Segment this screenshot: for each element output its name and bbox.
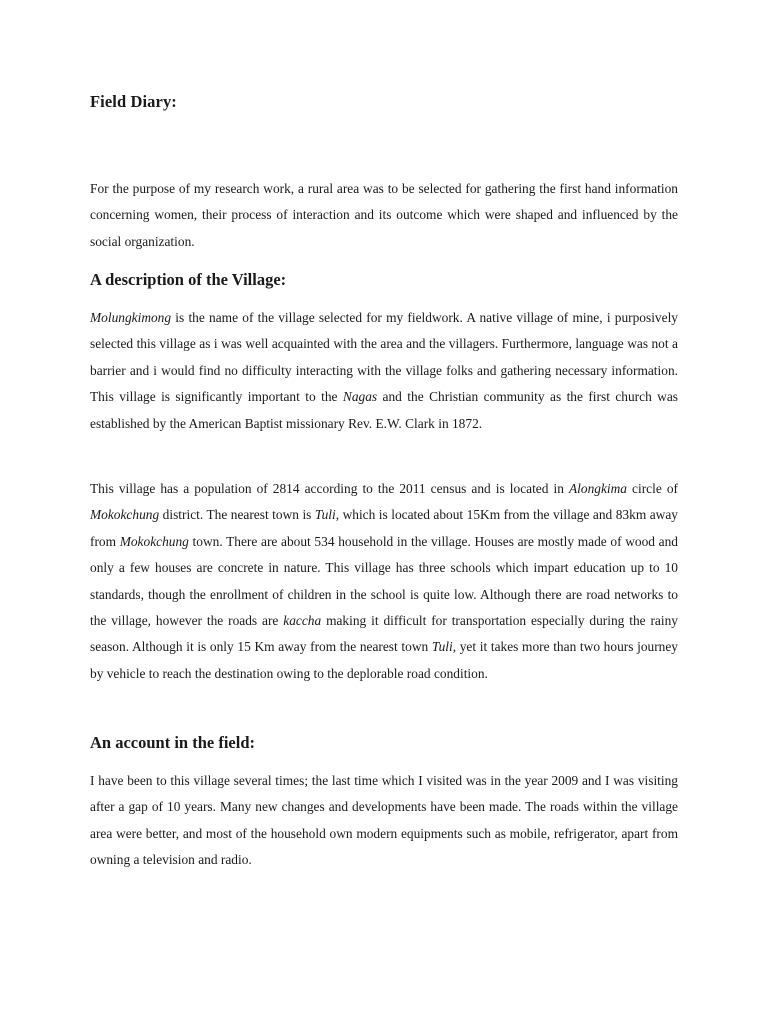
place-mokokchung: Mokokchung: [90, 507, 160, 523]
place-mokokchung: Mokokchung: [119, 533, 189, 549]
village-details-paragraph: This village has a population of 2814 according to the 2011 census and is located in Alongkima circle of Mokokchung district. The nearest town is Tuli, which is located about 15Km from the village and 83km away from Mokokchung town. There are about 534 household in the village. Houses are mostly made of wood and only a few houses are concrete in nature. This village has three schools which impart education up to 10 standards, though the enrollment of children in the school is quite low. Although there are road networks to the village, however the roads are kaccha making it difficult for transportation especially during the rainy season. Although it is only 15 Km away from the nearest town Tuli, yet it takes more than two hours journey by vehicle to reach the destination owing to the deplorable road condition.: [90, 481, 679, 681]
village-description-paragraph: Molungkimong is the name of the village selected for my fieldwork. A native village of mine, i purposively selected this village as i was well acquainted with the area and the villagers. Furthermore, language was not a barrier and i would find no difficulty interacting with the village folks and gathering necessary information. This village is significantly important to the Nagas and the Christian community as the first church was established by the American Baptist missionary Rev. E.W. Clark in 1872.: [90, 310, 679, 431]
intro-paragraph: For the purpose of my research work, a rural area was to be selected for gathering the first hand information concerning women, their process of interaction and its outcome which were shaped and influenced by the social organization.: [90, 181, 678, 249]
term-kaccha: kaccha: [283, 613, 322, 629]
place-tuli: Tuli: [314, 507, 336, 523]
village-name: Molungkimong: [90, 310, 172, 325]
nagas-term: Nagas: [342, 389, 378, 405]
field-account-paragraph: I have been to this village several times; the last time which I visited was in the year 2009 and I was visiting after a gap of 10 years. Many new changes and developments have been made. The roads within the village area were better, and most of the household own modern equipments such as mobile, refrigerator, apart from owning a television and radio.: [90, 773, 678, 868]
page-title: Field Diary:: [90, 92, 177, 111]
place-tuli: Tuli: [431, 639, 453, 655]
place-alongkima: Alongkima: [568, 481, 627, 496]
section-heading-account: An account in the field:: [90, 733, 255, 752]
section-heading-village: A description of the Village:: [90, 270, 287, 289]
